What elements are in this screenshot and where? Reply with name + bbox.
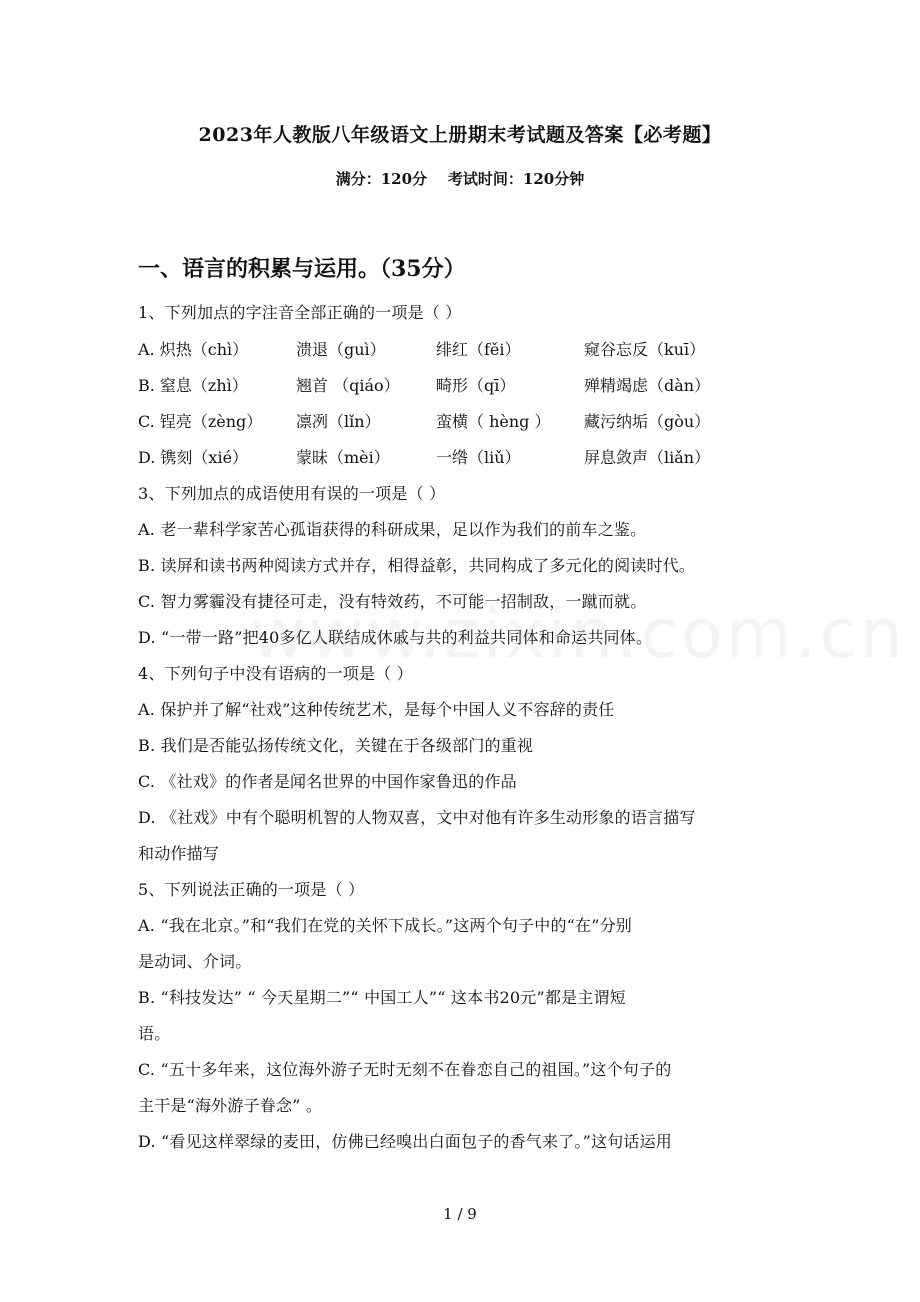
option-c-item-2: 凛冽（lǐn） bbox=[296, 412, 381, 431]
question-4-option-c: C. 《社戏》的作者是闻名世界的中国作家鲁迅的作品 bbox=[138, 772, 517, 791]
option-d-item-1: D. 镌刻（xié） bbox=[138, 448, 249, 467]
question-5-option-d: D. “看见这样翠绿的麦田，仿佛已经嗅出白面包子的香气来了。”这句话运用 bbox=[138, 1132, 672, 1151]
option-c-item-1: C. 锃亮（zèng） bbox=[138, 412, 263, 431]
question-1-stem: 1、下列加点的字注音全部正确的一项是（ ） bbox=[138, 303, 462, 322]
question-3-option-b: B. 读屏和读书两种阅读方式并存，相得益彰，共同构成了多元化的阅读时代。 bbox=[138, 556, 696, 575]
question-4-option-a: A. 保护并了解“社戏”这种传统艺术，是每个中国人义不容辞的责任 bbox=[138, 700, 615, 719]
document-title: 2023年人教版八年级语文上册期末考试题及答案【必考题】 bbox=[198, 124, 722, 146]
question-3-stem: 3、下列加点的成语使用有误的一项是（ ） bbox=[138, 484, 446, 503]
question-5-option-a-cont: 是动词、介词。 bbox=[138, 952, 252, 971]
option-d-item-4: 屏息敛声（liǎn） bbox=[584, 448, 711, 467]
question-5-option-a: A. “我在北京。”和“我们在党的关怀下成长。”这两个句子中的“在”分别 bbox=[138, 916, 633, 935]
option-a-item-4: 窥谷忘反（kuī） bbox=[584, 340, 706, 359]
option-b-item-2: 翘首 （qiáo） bbox=[296, 376, 400, 395]
page-number: 1 / 9 bbox=[443, 1205, 477, 1223]
option-c-item-4: 藏污纳垢（gòu） bbox=[584, 412, 711, 431]
question-4-option-b: B. 我们是否能弘扬传统文化，关键在于各级部门的重视 bbox=[138, 736, 534, 755]
option-a-item-3: 绯红（fěi） bbox=[436, 340, 521, 359]
question-5-option-b: B. “科技发达” “ 今天星期二”“ 中国工人”“ 这本书20元”都是主谓短 bbox=[138, 988, 626, 1007]
question-5-option-c-cont: 主干是“海外游子眷念” 。 bbox=[138, 1096, 323, 1115]
option-d-item-2: 蒙昧（mèi） bbox=[296, 448, 390, 467]
question-5-option-b-cont: 语。 bbox=[138, 1024, 171, 1043]
question-4-option-d-cont: 和动作描写 bbox=[138, 844, 220, 863]
question-4-option-d: D. 《社戏》中有个聪明机智的人物双喜，文中对他有许多生动形象的语言描写 bbox=[138, 808, 696, 827]
option-a-item-1: A. 炽热（chì） bbox=[138, 340, 249, 359]
question-3-option-c: C. 智力雾霾没有捷径可走，没有特效药，不可能一招制敌，一蹴而就。 bbox=[138, 592, 647, 611]
option-a-item-2: 溃退（guì） bbox=[296, 340, 386, 359]
question-5-option-c: C. “五十多年来，这位海外游子无时无刻不在眷恋自己的祖国。”这个句子的 bbox=[138, 1060, 672, 1079]
option-c-item-3: 蛮横（ hèng ） bbox=[436, 412, 551, 431]
option-b-item-3: 畸形（qī） bbox=[436, 376, 516, 395]
option-b-item-1: B. 窒息（zhì） bbox=[138, 376, 248, 395]
question-5-stem: 5、下列说法正确的一项是（ ） bbox=[138, 880, 365, 899]
option-b-item-4: 殚精竭虑（dàn） bbox=[584, 376, 711, 395]
score-and-time: 满分：120分 考试时间：120分钟 bbox=[335, 170, 585, 188]
section-heading: 一、语言的积累与运用。（35分） bbox=[138, 256, 466, 282]
question-3-option-a: A. 老一辈科学家苦心孤诣获得的科研成果，足以作为我们的前车之鉴。 bbox=[138, 520, 647, 539]
question-3-option-d: D. “一带一路”把40多亿人联结成休戚与共的利益共同体和命运共同体。 bbox=[138, 628, 653, 647]
question-4-stem: 4、下列句子中没有语病的一项是（ ） bbox=[138, 664, 413, 683]
option-d-item-3: 一绺（liǔ） bbox=[436, 448, 521, 467]
